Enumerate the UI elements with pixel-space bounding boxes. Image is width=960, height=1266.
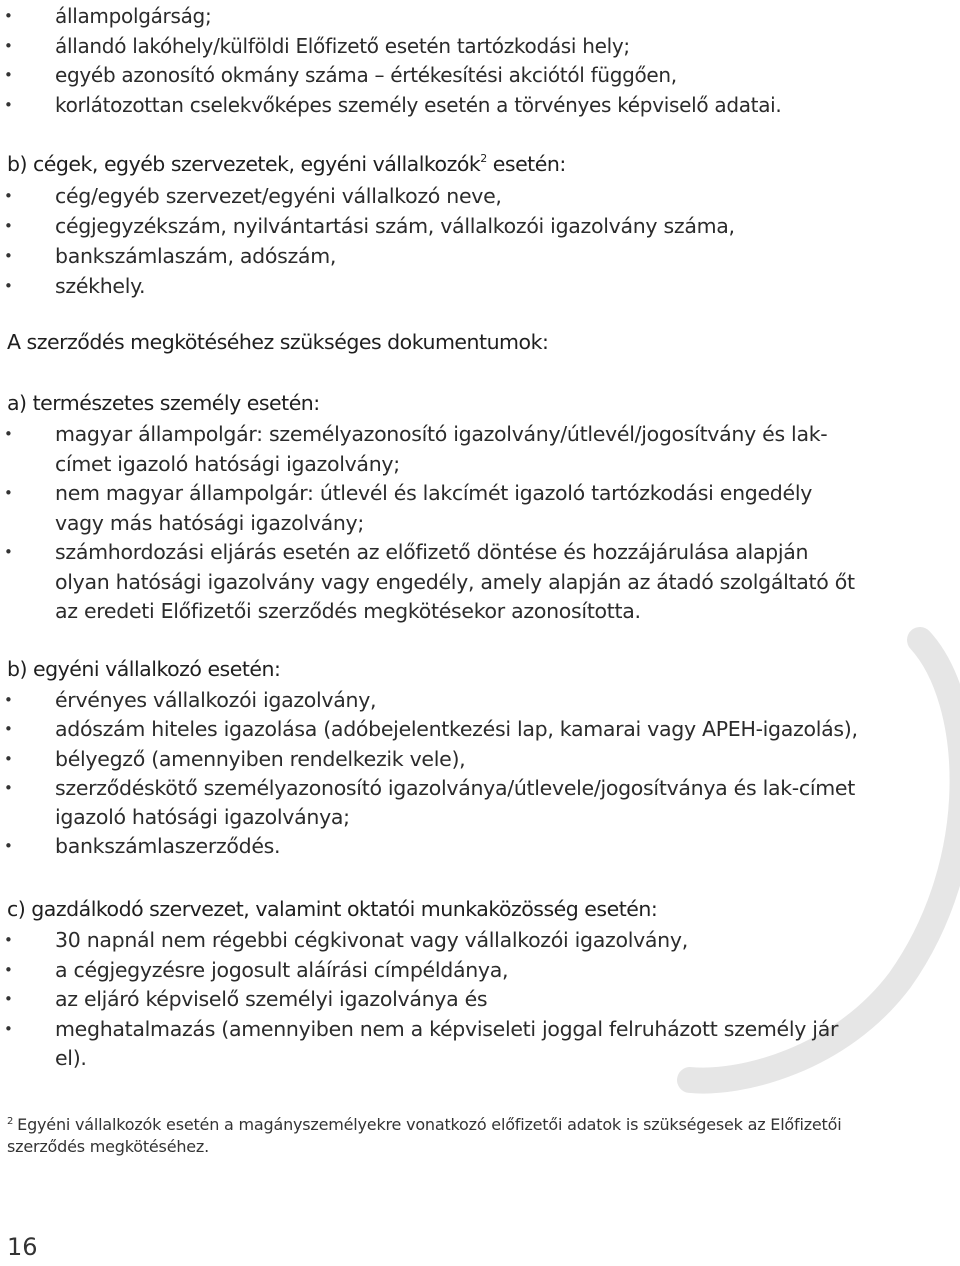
section-heading-natural-person: a) természetes személy esetén: (7, 391, 320, 415)
list-item: • korlátozottan cselekvőképes személy esetén a törvényes képviselő adatai. (0, 91, 860, 121)
list-item: • állampolgárság; (0, 2, 860, 32)
list-item: • számhordozási eljárás esetén az előfizető döntése és hozzájárulása alapján olyan hatósági igazolvány vagy engedély, amely alapján az átadó szolgáltató őt az eredeti Előfizetői szerződés megkötésekor azonosította. (0, 538, 860, 627)
list-item: • egyéb azonosító okmány száma – értékesítési akciótól függően, (0, 61, 860, 91)
list-item: • adószám hiteles igazolása (adóbejelentkezési lap, kamarai vagy APEH-igazolás), (0, 715, 860, 744)
list-item: • cégjegyzékszám, nyilvántartási szám, vállalkozói igazolvány száma, (0, 211, 860, 241)
footnote-ref: 2 (480, 152, 487, 165)
list-item: • 30 napnál nem régebbi cégkivonat vagy vállalkozói igazolvány, (0, 926, 860, 956)
natural-person-docs-list (0, 420, 860, 627)
list-item: • az eljáró képviselő személyi igazolványa és (0, 985, 860, 1015)
section-heading-organization: c) gazdálkodó szervezet, valamint oktatói munkaközösség esetén: (7, 897, 658, 921)
list-item: • bélyegző (amennyiben rendelkezik vele), (0, 745, 860, 774)
footnote-text: Egyéni vállalkozók esetén a magányszemélyekre vonatkozó előfizetői adatok is szükségesek az Előfizetői szerződés megkötéséhez. (7, 1115, 842, 1156)
section-heading-entrepreneur: b) egyéni vállalkozó esetén: (7, 657, 281, 681)
organization-docs-list (0, 926, 860, 1074)
list-item: • érvényes vállalkozói igazolvány, (0, 686, 860, 715)
list-item: • meghatalmazás (amennyiben nem a képviseleti joggal felruházott személy jár el). (0, 1015, 860, 1074)
list-item: • állandó lakóhely/külföldi Előfizető esetén tartózkodási hely; (0, 32, 860, 62)
list-item: • cég/egyéb szervezet/egyéni vállalkozó neve, (0, 181, 860, 211)
list-item: • székhely. (0, 271, 860, 301)
list-item: • szerződéskötő személyazonosító igazolványa/útlevele/jogosítványa és lak-címet igazoló hatósági igazolványa; (0, 774, 860, 833)
page-number: 16 (7, 1233, 38, 1261)
documents-title: A szerződés megkötéséhez szükséges dokumentumok: (7, 330, 549, 354)
entrepreneur-docs-list (0, 686, 860, 862)
section-heading-companies: b) cégek, egyéb szervezetek, egyéni vállalkozók$^2$ esetén: (7, 152, 566, 176)
list-item: • a cégjegyzésre jogosult aláírási címpéldánya, (0, 956, 860, 986)
footnote (7, 1111, 877, 1158)
top-data-list (0, 2, 860, 120)
list-item: • bankszámlaszerződés. (0, 832, 860, 861)
companies-data-list (0, 181, 860, 301)
list-item: • magyar állampolgár: személyazonosító igazolvány/útlevél/jogosítvány és lak-címet igazoló hatósági igazolvány; (0, 420, 860, 479)
list-item: • nem magyar állampolgár: útlevél és lakcímét igazoló tartózkodási engedély vagy más hatósági igazolvány; (0, 479, 860, 538)
footnote-marker: 2 (7, 1116, 14, 1127)
list-item: • bankszámlaszám, adószám, (0, 241, 860, 271)
